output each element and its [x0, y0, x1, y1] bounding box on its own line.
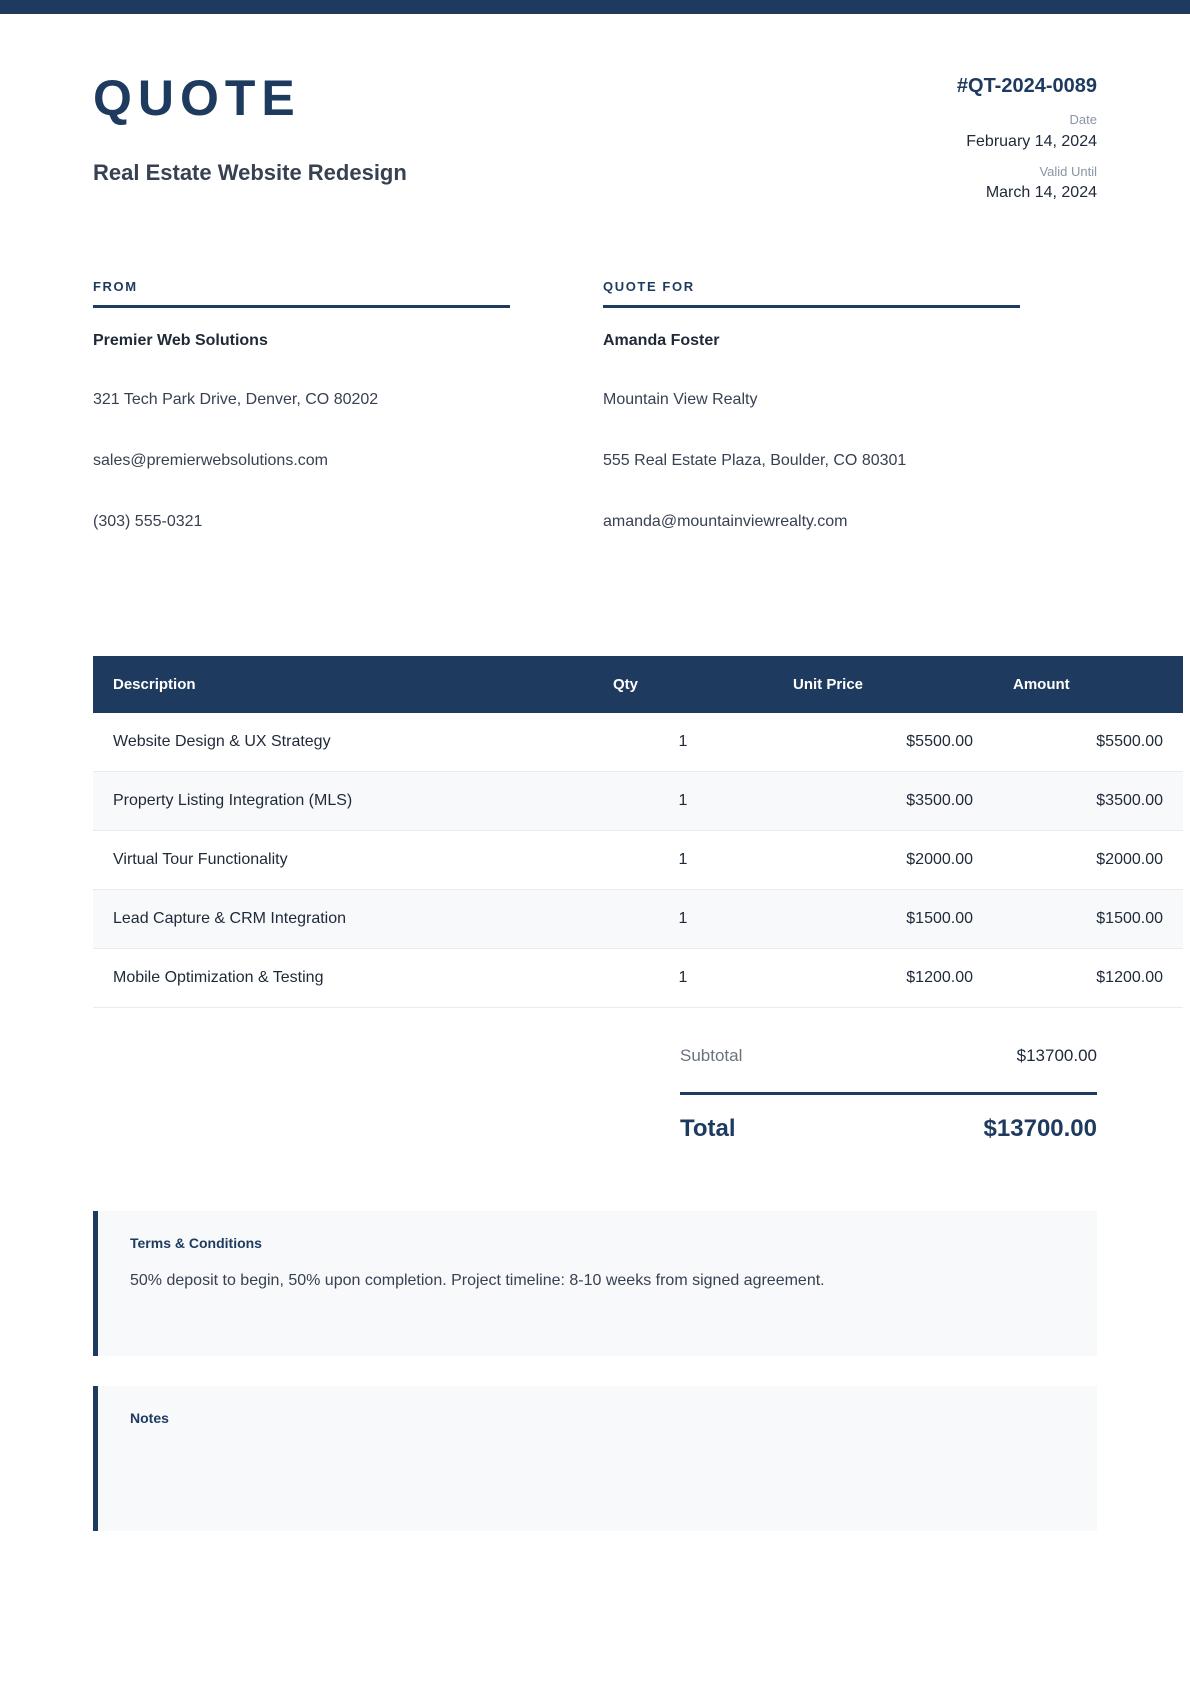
quote-meta	[877, 62, 1097, 204]
document-content	[0, 14, 1190, 1531]
document-header	[93, 14, 1097, 204]
row-description: Mobile Optimization & Testing	[93, 948, 593, 1007]
table-row	[93, 771, 1183, 830]
client-company: Mountain View Realty	[603, 391, 758, 409]
client-address: 555 Real Estate Plaza, Boulder, CO 80301	[603, 452, 907, 470]
title-block	[93, 62, 407, 186]
notes-panel	[93, 1386, 1097, 1531]
project-subtitle: Real Estate Website Redesign	[93, 159, 407, 185]
table-row	[93, 830, 1183, 889]
row-amount: $1500.00	[993, 889, 1183, 948]
column-header-unit-price: Unit Price	[773, 656, 993, 713]
line-items-section	[93, 656, 1163, 1008]
from-address: 321 Tech Park Drive, Denver, CO 80202	[93, 391, 379, 409]
valid-until-label: Valid Until	[1039, 163, 1097, 179]
row-unit-price: $2000.00	[773, 830, 993, 889]
table-header	[93, 656, 1183, 713]
row-description: Lead Capture & CRM Integration	[93, 889, 593, 948]
table-row	[93, 889, 1183, 948]
row-qty: 1	[593, 771, 773, 830]
row-qty: 1	[593, 713, 773, 772]
terms-title: Terms & Conditions	[130, 1234, 262, 1251]
subtotal-label: Subtotal	[680, 1045, 743, 1065]
from-block	[93, 279, 510, 532]
line-items-table	[93, 656, 1183, 1008]
row-description: Property Listing Integration (MLS)	[93, 771, 593, 830]
row-amount: $1200.00	[993, 948, 1183, 1007]
date-value: February 14, 2024	[966, 132, 1097, 150]
parties-section	[93, 279, 1097, 532]
top-accent-bar	[0, 0, 1190, 14]
from-email: sales@premierwebsolutions.com	[93, 452, 328, 470]
total-row	[680, 1095, 1097, 1151]
table-body	[93, 713, 1183, 1008]
row-qty: 1	[593, 889, 773, 948]
row-description: Virtual Tour Functionality	[93, 830, 593, 889]
total-value: $13700.00	[983, 1114, 1097, 1142]
quote-for-block	[603, 279, 1020, 532]
terms-body: 50% deposit to begin, 50% upon completion. Project timeline: 8-10 weeks from signed agreement.	[130, 1271, 825, 1289]
row-unit-price: $3500.00	[773, 771, 993, 830]
row-qty: 1	[593, 948, 773, 1007]
totals-inner	[680, 1038, 1097, 1151]
row-unit-price: $1500.00	[773, 889, 993, 948]
row-unit-price: $5500.00	[773, 713, 993, 772]
row-unit-price: $1200.00	[773, 948, 993, 1007]
table-header-row	[93, 656, 1183, 713]
client-name: Amanda Foster	[603, 332, 720, 350]
quote-for-heading: QUOTE FOR	[603, 279, 1020, 308]
row-qty: 1	[593, 830, 773, 889]
row-amount: $3500.00	[993, 771, 1183, 830]
from-company-name: Premier Web Solutions	[93, 332, 268, 350]
terms-panel	[93, 1211, 1097, 1356]
notes-title: Notes	[130, 1409, 169, 1426]
totals-section	[93, 1038, 1097, 1151]
table-row	[93, 948, 1183, 1007]
total-label: Total	[680, 1114, 736, 1142]
column-header-qty: Qty	[593, 656, 773, 713]
subtotal-row	[680, 1038, 1097, 1074]
from-heading: FROM	[93, 279, 510, 308]
quote-number: #QT-2024-0089	[956, 75, 1097, 97]
table-row	[93, 713, 1183, 772]
subtotal-value: $13700.00	[1016, 1045, 1097, 1065]
row-amount: $2000.00	[993, 830, 1183, 889]
from-phone: (303) 555-0321	[93, 512, 203, 530]
page-title: QUOTE	[93, 70, 301, 126]
row-amount: $5500.00	[993, 713, 1183, 772]
row-description: Website Design & UX Strategy	[93, 713, 593, 772]
date-label: Date	[1069, 112, 1097, 127]
column-header-amount: Amount	[993, 656, 1183, 713]
client-email: amanda@mountainviewrealty.com	[603, 512, 848, 530]
valid-until-value: March 14, 2024	[985, 184, 1097, 202]
column-header-description: Description	[93, 656, 593, 713]
